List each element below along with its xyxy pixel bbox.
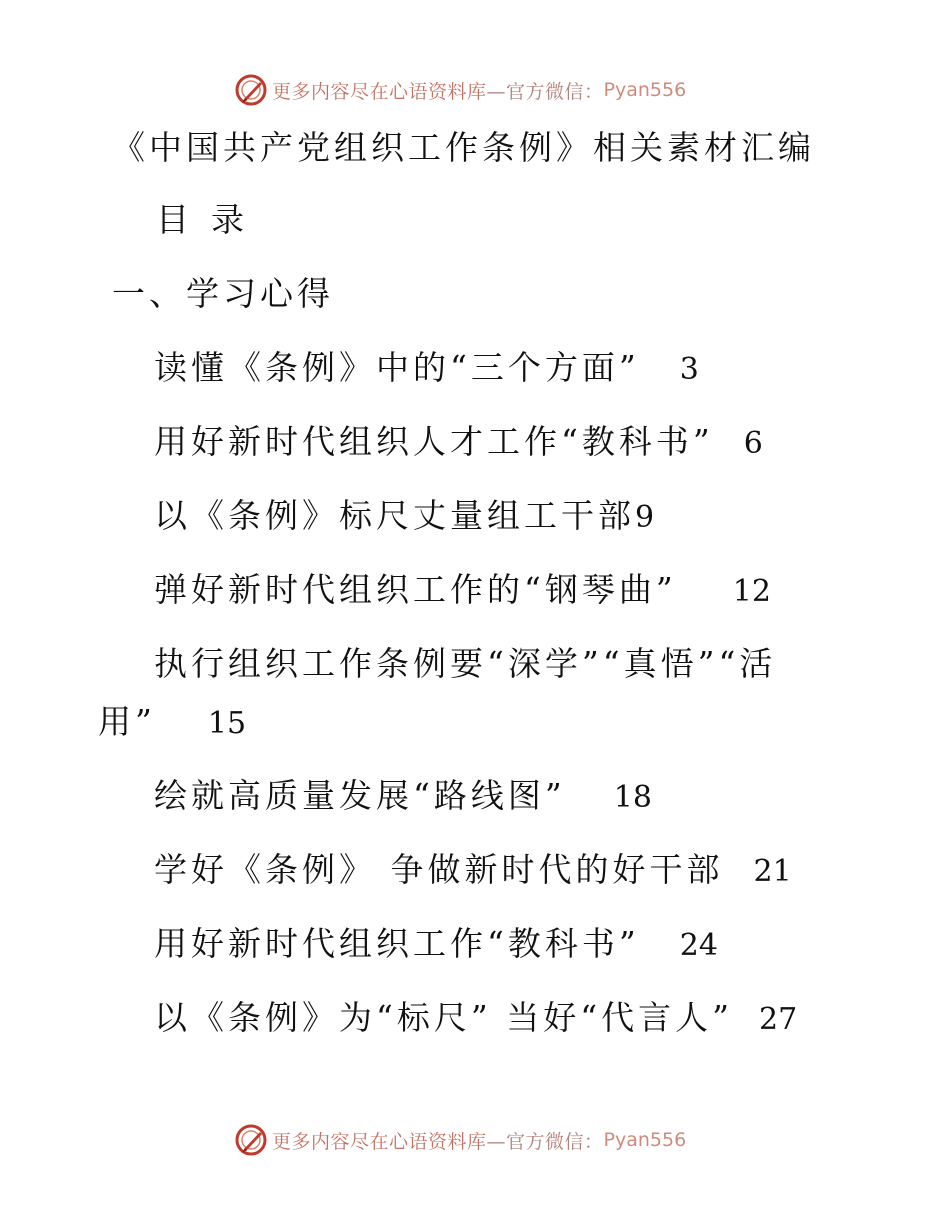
toc-entry <box>154 570 771 612</box>
toc-entry-title: 学好《条例》 争做新时代的好干部 <box>154 850 724 889</box>
toc-entry-title: 用好新时代组织人才工作“教科书” <box>154 422 714 461</box>
toc-entry-page: 6 <box>743 426 763 461</box>
toc-entry-page: 12 <box>732 574 771 609</box>
toc-entry-continuation <box>98 702 246 744</box>
toc-entry <box>154 924 718 966</box>
toc-entry <box>154 998 797 1040</box>
toc-entry <box>154 348 699 390</box>
toc-heading-part2: 录 <box>211 200 248 239</box>
watermark-wechat-label: —官方微信： <box>486 80 604 103</box>
toc-entry <box>154 850 792 892</box>
watermark-wechat-id: Pyan556 <box>603 79 687 101</box>
toc-entry-page: 9 <box>635 500 655 535</box>
toc-entry-page: 18 <box>613 780 652 815</box>
pen-logo-icon <box>234 1123 268 1157</box>
toc-entry <box>154 644 776 684</box>
toc-entry-title: 以《条例》为“标尺” 当好“代言人” <box>154 998 733 1037</box>
toc-entry-title: 绘就高质量发展“路线图” <box>154 776 566 815</box>
toc-heading-part1: 目 <box>156 200 193 239</box>
toc-entry <box>154 422 763 464</box>
toc-entry-title: 以《条例》标尺丈量组工干部 <box>154 496 635 535</box>
toc-entry-page: 3 <box>679 352 699 387</box>
toc-entry-title: 弹好新时代组织工作的“钢琴曲” <box>154 570 677 609</box>
watermark-text: 更多内容尽在心语资料库 <box>272 1130 487 1153</box>
toc-entry <box>154 496 654 538</box>
watermark-text: 更多内容尽在心语资料库 <box>272 80 487 103</box>
section-heading: 一、学习心得 <box>112 274 334 313</box>
toc-entry-title-cont: 用” <box>98 702 156 741</box>
toc-entry-title: 执行组织工作条例要“深学”“真悟”“活 <box>154 644 777 683</box>
toc-entry-page: 24 <box>679 928 718 963</box>
pen-logo-icon <box>234 73 268 107</box>
toc-heading <box>156 200 248 240</box>
document-title: 《中国共产党组织工作条例》相关素材汇编 <box>112 128 815 167</box>
toc-entry-title: 用好新时代组织工作“教科书” <box>154 924 640 963</box>
toc-entry-page: 27 <box>758 1002 798 1037</box>
toc-entry <box>154 776 652 818</box>
toc-entry-title: 读懂《条例》中的“三个方面” <box>154 348 640 387</box>
watermark-wechat-label: —官方微信： <box>486 1130 604 1153</box>
watermark-footer <box>234 1122 686 1158</box>
watermark-wechat-id: Pyan556 <box>603 1129 687 1151</box>
toc-entry-page: 15 <box>207 706 247 741</box>
watermark-header <box>234 72 686 108</box>
toc-entry-page: 21 <box>753 854 792 889</box>
